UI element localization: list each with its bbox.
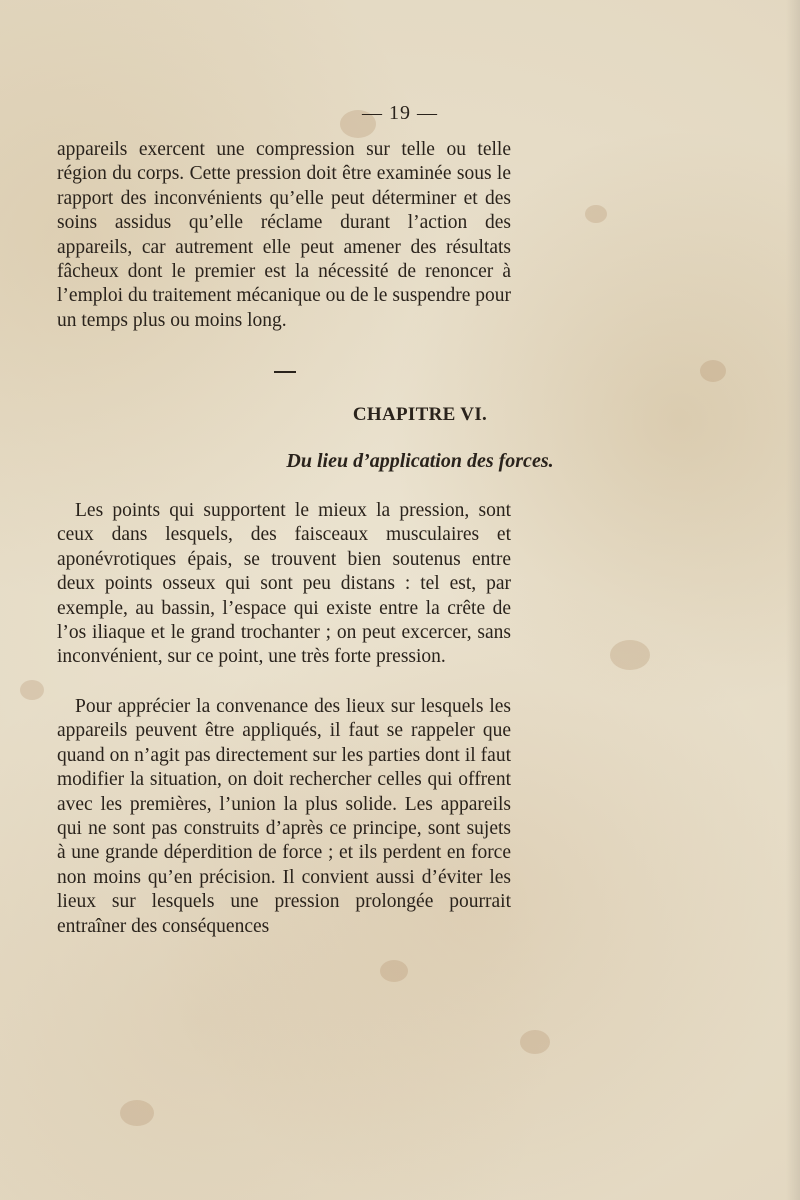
foxing-spot	[585, 205, 607, 223]
foxing-spot	[20, 680, 44, 700]
chapter-title: CHAPITRE VI.	[352, 404, 488, 425]
section-divider	[274, 371, 296, 373]
foxing-spot	[380, 960, 408, 982]
page-number: — 19 —	[362, 102, 438, 124]
foxing-spot	[520, 1030, 550, 1054]
chapter-subtitle: Du lieu d’application des forces.	[286, 450, 554, 472]
foxing-spot	[120, 1100, 154, 1126]
page-edge-shadow	[786, 0, 800, 1200]
paragraph: appareils exercent une compression sur telle ou telle région du corps. Cette pression doit être examinée sous le rapport des inconvénients qu’elle peut déterminer et des soins assidus qu’elle réclame durant l’action des appareils, car autrement elle peut amener des résultats fâcheux dont le premier est la nécessité de renoncer à l’emploi du traitement mécanique ou de le suspendre pour un temps plus ou moins long.	[57, 139, 511, 331]
paragraph: Pour apprécier la convenance des lieux sur lesquels les appareils peuvent être appliqués, il faut se rappeler que quand on n’agit pas directement sur les parties dont il faut modifier la situation, on doit rechercher celles qui offrent avec les premières, l’union la plus solide. Les appareils qui ne sont pas construits d’après ce principe, sont sujets à une grande déperdition de force ; et ils perdent en force non moins qu’en précision. Il convient aussi d’éviter les lieux sur lesquels une pression prolongée pourrait entraîner des conséquences	[57, 696, 511, 937]
foxing-spot	[700, 360, 726, 382]
foxing-spot	[610, 640, 650, 670]
paragraph: Les points qui supportent le mieux la pression, sont ceux dans lesquels, des faisceaux musculaires et aponévrotiques épais, se trouvent bien soutenus entre deux points osseux qui sont peu distans : tel est, par exemple, au bassin, l’espace qui existe entre la crête de l’os iliaque et le grand trochanter ; on peut excercer, sans inconvénient, sur ce point, une très forte pression.	[57, 500, 511, 668]
